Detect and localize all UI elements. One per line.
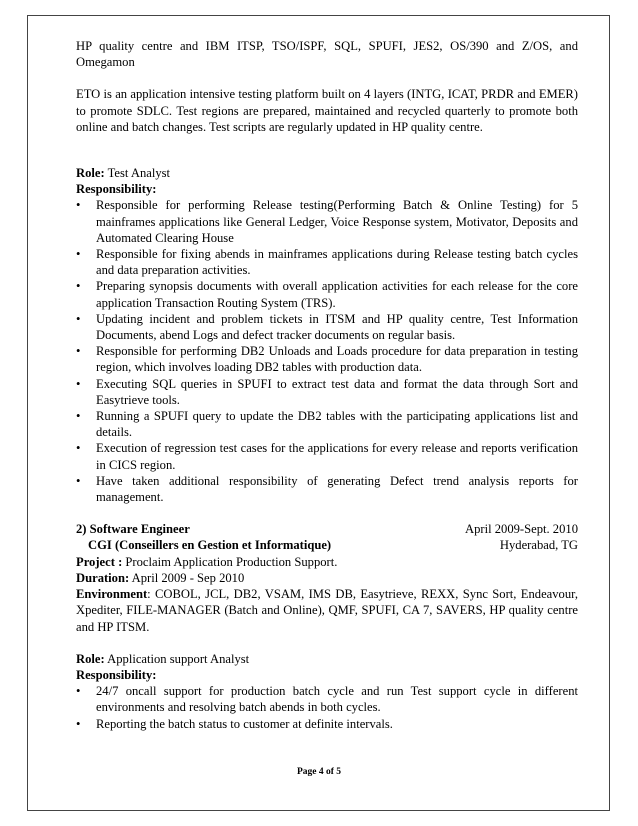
- company-name: CGI (Conseillers en Gestion et Informatique): [88, 538, 332, 553]
- bullet-icon: •: [76, 684, 81, 699]
- list-item: • Responsible for performing Release testing(Performing Batch & Online Testing) for 5 mainframes applications like General Ledger, Voice Response system, Motivator, Deposits and Automated Clearing House: [76, 198, 578, 245]
- company-location: Hyderabad, TG: [499, 538, 578, 553]
- role-support-analyst: Role: Application support Analyst: [76, 651, 250, 666]
- list-item: • Have taken additional responsibility of generating Defect trend analysis reports for management.: [76, 473, 578, 505]
- list-item: • Execution of regression test cases for the applications for every release and reports verification in CICS region.: [76, 441, 578, 472]
- list-item: • Responsible for fixing abends in mainframes applications during Release testing batch cycles and data preparation activities.: [76, 247, 578, 278]
- bullet-icon: •: [76, 716, 81, 731]
- bullet-icon: •: [76, 409, 81, 424]
- role-value: Test Analyst: [104, 166, 171, 181]
- environment-line: Environment: COBOL, JCL, DB2, VSAM, IMS DB, Easytrieve, REXX, Sync Sort, Endeavour, Xpediter, FILE-MANAGER (Batch and Online), QMF, SPUFI, CA 7, SAVERS, HP quality centre and HP ITSM.: [76, 587, 578, 634]
- bullet-icon: •: [76, 344, 81, 359]
- role-label: Role:: [76, 166, 105, 181]
- list-item: • Preparing synopsis documents with overall application activities for each release for the core application Transaction Routing System (TRS).: [76, 279, 578, 310]
- job-title: 2) Software Engineer: [76, 522, 190, 537]
- job-title-row: [76, 521, 578, 537]
- bullet-icon: •: [76, 376, 81, 391]
- bullet-icon: •: [76, 247, 81, 262]
- bullet-icon: •: [76, 198, 81, 213]
- bullet-icon: •: [76, 473, 81, 488]
- responsibility-list-2: [76, 683, 578, 732]
- duration-line: Duration: April 2009 - Sep 2010: [76, 570, 245, 585]
- list-item: • 24/7 oncall support for production batch cycle and run Test support cycle in different environments and resolving batch abends in both cycles.: [76, 684, 578, 715]
- resume-page-content: [76, 38, 578, 732]
- eto-paragraph: ETO is an application intensive testing platform built on 4 layers (INTG, ICAT, PRDR and EMER) to promote SDLC. Test regions are prepared, maintained and recycled quarterly to promote both online and batch changes. Test scripts are regularly updated in HP quality centre.: [76, 87, 578, 134]
- page-number: Page 4 of 5: [296, 767, 342, 777]
- list-item: • Responsible for performing DB2 Unloads and Loads procedure for data preparation in testing region, which involves loading DB2 tables with production data.: [76, 344, 578, 375]
- bullet-icon: •: [76, 311, 81, 326]
- list-item: • Updating incident and problem tickets in ITSM and HP quality centre, Test Information Documents, abend Logs and defect tracker documents on regular basis.: [76, 311, 578, 343]
- responsibility-list-1: [76, 197, 578, 505]
- list-item: • Running a SPUFI query to update the DB2 tables with the participating applications list and details.: [76, 409, 578, 440]
- bullet-icon: •: [76, 279, 81, 294]
- list-item: • Executing SQL queries in SPUFI to extract test data and format the data through Sort and Easytrieve tools.: [76, 376, 578, 407]
- responsibility-heading: Responsibility:: [76, 182, 157, 197]
- tools-line: HP quality centre and IBM ITSP, TSO/ISPF, SQL, SPUFI, JES2, OS/390 and Z/OS, and Omegamon: [76, 39, 578, 70]
- bullet-icon: •: [76, 441, 81, 456]
- role-test-analyst: [76, 165, 578, 181]
- company-row: [76, 537, 578, 553]
- job-dates: April 2009-Sept. 2010: [465, 522, 578, 537]
- project-line: Project : Proclaim Application Production Support.: [76, 554, 338, 569]
- responsibility-heading-2: Responsibility:: [76, 667, 157, 682]
- list-item: • Reporting the batch status to customer at definite intervals.: [76, 716, 393, 731]
